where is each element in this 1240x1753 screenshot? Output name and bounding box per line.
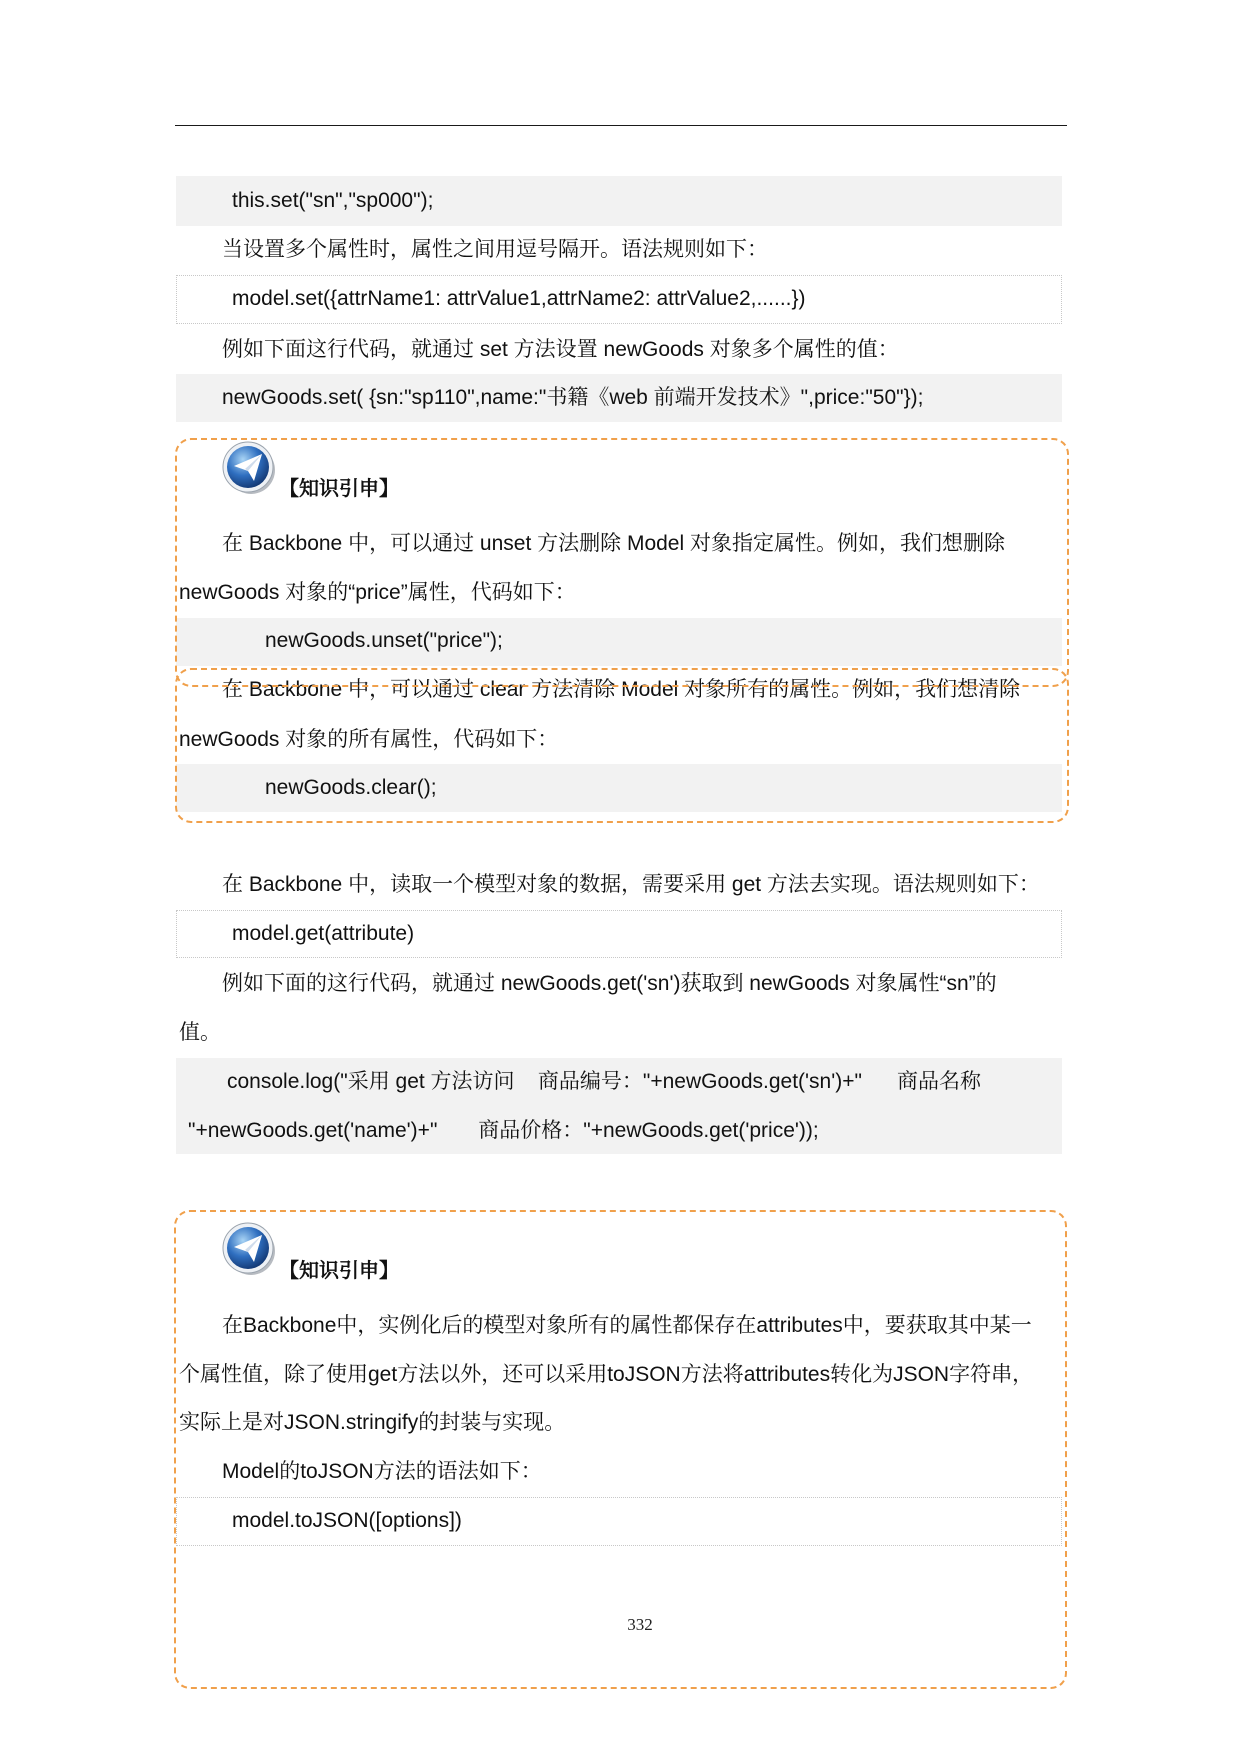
- tojson-syntax-code: model.toJSON([options]): [232, 1509, 462, 1532]
- get-example-code-line: console.log("采用 get 方法访问 商品编号："+newGoods.get('sn')+" 商品名称: [227, 1070, 981, 1093]
- set-syntax-code: model.set({attrName1: attrValue1,attrName2: attrValue2,......}): [232, 287, 806, 310]
- paper-plane-icon: [221, 1221, 277, 1277]
- get-intro-paragraph: 在 Backbone 中，读取一个模型对象的数据，需要采用 get 方法去实现。语法规则如下：: [222, 873, 1040, 896]
- unset-paragraph-line: newGoods 对象的“price”属性，代码如下：: [179, 581, 576, 604]
- get-syntax-code: model.get(attribute): [232, 922, 415, 945]
- clear-paragraph-line: 在 Backbone 中，可以通过 clear 方法清除 Model 对象所有的属性。例如，我们想清除: [222, 678, 1021, 701]
- tip-heading: 【知识引申】: [279, 1260, 399, 1282]
- set-single-code: this.set("sn","sp000");: [232, 189, 434, 212]
- get-example-code-line: "+newGoods.get('name')+" 商品价格："+newGoods.get('price'));: [188, 1119, 819, 1142]
- get-example-paragraph-line: 值。: [179, 1021, 221, 1044]
- multi-attr-paragraph: 当设置多个属性时，属性之间用逗号隔开。语法规则如下：: [222, 238, 768, 261]
- unset-code: newGoods.unset("price");: [265, 629, 503, 652]
- set-example-paragraph: 例如下面这行代码，就通过 set 方法设置 newGoods 对象多个属性的值：: [222, 338, 899, 361]
- get-example-paragraph-line: 例如下面的这行代码，就通过 newGoods.get('sn')获取到 newGoods 对象属性“sn”的: [222, 972, 997, 995]
- clear-paragraph-line: newGoods 对象的所有属性，代码如下：: [179, 728, 559, 751]
- paper-plane-icon: [221, 440, 277, 496]
- set-example-code: newGoods.set( {sn:"sp110",name:"书籍《web 前端开发技术》",price:"50"});: [222, 386, 924, 409]
- header-rule: [175, 125, 1067, 126]
- page-number: 332: [627, 1615, 653, 1634]
- tojson-syntax-intro: Model的toJSON方法的语法如下：: [222, 1460, 542, 1483]
- clear-code: newGoods.clear();: [265, 776, 437, 799]
- unset-paragraph-line: 在 Backbone 中，可以通过 unset 方法删除 Model 对象指定属性。例如，我们想删除: [222, 532, 1005, 555]
- tip-heading: 【知识引申】: [279, 478, 399, 500]
- tojson-paragraph-line: 在Backbone中，实例化后的模型对象所有的属性都保存在attributes中，要获取其中某一: [222, 1314, 1032, 1337]
- tojson-paragraph-line: 个属性值，除了使用get方法以外，还可以采用toJSON方法将attributes转化为JSON字符串，: [179, 1363, 1034, 1386]
- tojson-paragraph-line: 实际上是对JSON.stringify的封装与实现。: [179, 1411, 566, 1434]
